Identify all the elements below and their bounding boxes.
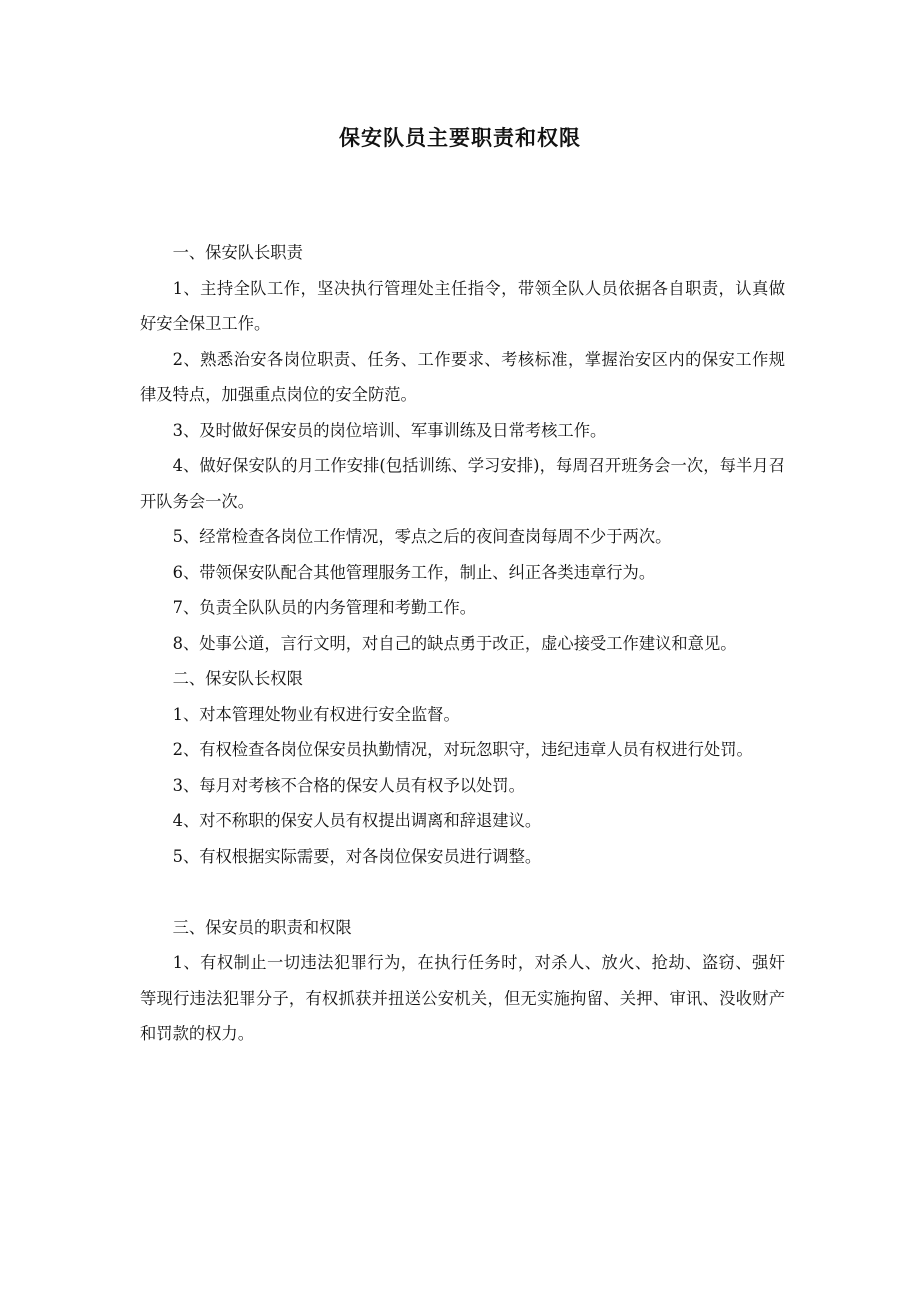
- paragraph: 2、熟悉治安各岗位职责、任务、工作要求、考核标准，掌握治安区内的保安工作规律及特点，加强重点岗位的安全防范。: [140, 349, 785, 404]
- paragraph: 1、主持全队工作，坚决执行管理处主任指令，带领全队人员依据各自职责，认真做好安全保卫工作。: [140, 278, 785, 333]
- section-heading-captain-authority: 二、保安队长权限: [172, 669, 303, 688]
- paragraph: 3、及时做好保安员的岗位培训、军事训练及日常考核工作。: [172, 420, 607, 440]
- section-heading-guard-duties: 三、保安员的职责和权限: [172, 917, 352, 937]
- paragraph: 5、经常检查各岗位工作情况，零点之后的夜间查岗每周不少于两次。: [172, 527, 672, 546]
- document-title: 保安队员主要职责和权限: [339, 125, 581, 150]
- paragraph: 3、每月对考核不合格的保安人员有权予以处罚。: [172, 775, 525, 795]
- paragraph: 2、有权检查各岗位保安员执勤情况，对玩忽职守，违纪违章人员有权进行处罚。: [172, 740, 753, 759]
- paragraph: 8、处事公道，言行文明，对自己的缺点勇于改正，虚心接受工作建议和意见。: [172, 633, 737, 653]
- paragraph: 4、对不称职的保安人员有权提出调离和辞退建议。: [172, 811, 542, 830]
- paragraph: 4、做好保安队的月工作安排(包括训练、学习安排)，每周召开班务会一次，每半月召开队务会一次。: [140, 456, 785, 511]
- section-heading-captain-duties: 一、保安队长职责: [172, 243, 303, 262]
- paragraph: 1、对本管理处物业有权进行安全监督。: [172, 704, 460, 724]
- paragraph: 6、带领保安队配合其他管理服务工作，制止、纠正各类违章行为。: [172, 562, 656, 582]
- paragraph: 7、负责全队队员的内务管理和考勤工作。: [172, 598, 477, 617]
- document-body: [140, 235, 785, 1052]
- paragraph: 5、有权根据实际需要，对各岗位保安员进行调整。: [172, 846, 542, 866]
- paragraph: 1、有权制止一切违法犯罪行为，在执行任务时，对杀人、放火、抢劫、盗窃、强奸等现行违法犯罪分子，有权抓获并扭送公安机关，但无实施拘留、关押、审讯、没收财产和罚款的权力。: [140, 953, 785, 1043]
